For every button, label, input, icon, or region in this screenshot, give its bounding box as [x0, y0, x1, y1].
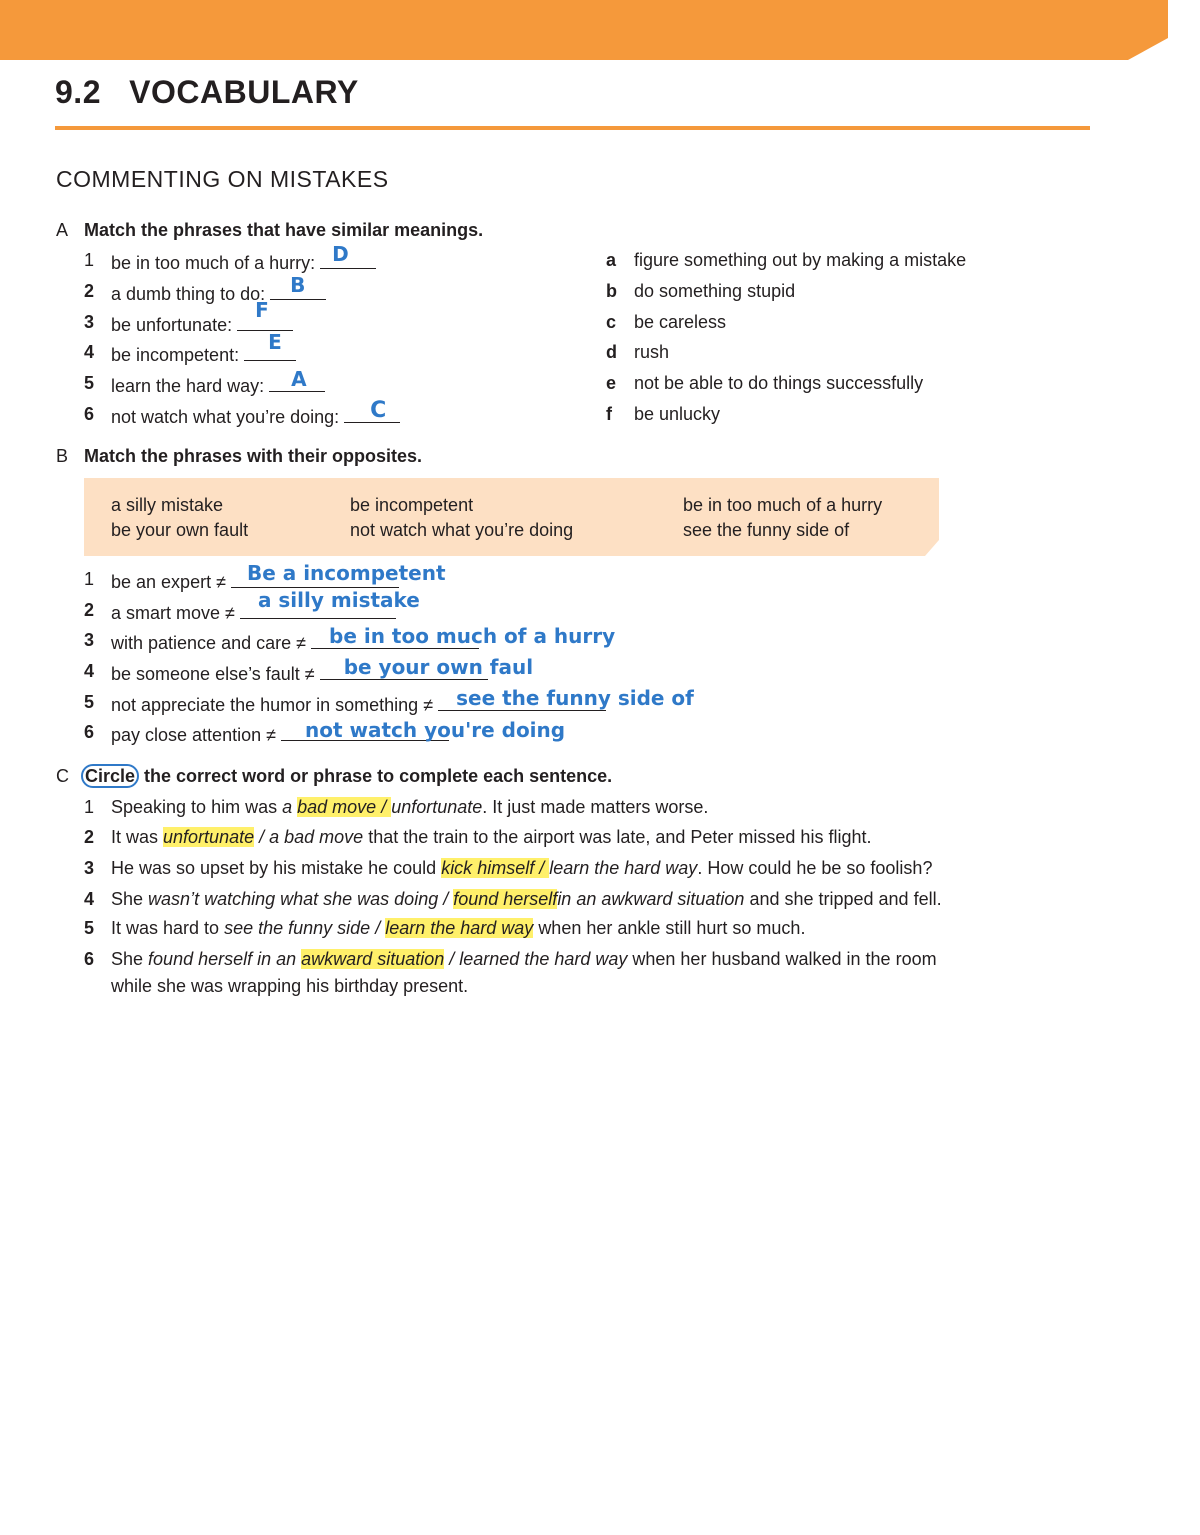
item-text: be someone else’s fault ≠ be your own faul	[111, 655, 534, 684]
word-box	[84, 478, 939, 556]
item-number: 6	[84, 722, 95, 742]
option-letter: a	[606, 250, 617, 270]
item-number: 2	[84, 281, 95, 301]
item-text: not appreciate the humor in something ≠ see the funny side of	[111, 686, 694, 715]
item-number: 5	[84, 373, 95, 393]
item-number: 3	[84, 858, 95, 878]
item-text: a smart move ≠ a silly mistake	[111, 588, 420, 623]
handwritten-answer: D	[332, 242, 349, 266]
option-text: figure something out by making a mistake	[634, 250, 967, 270]
item-text: be incompetent: E	[111, 342, 296, 366]
item-text: be in too much of a hurry: D	[111, 250, 376, 274]
section-name: VOCABULARY	[129, 74, 359, 110]
page-subtitle: COMMENTING ON MISTAKES	[56, 166, 389, 192]
exercise-b-item	[0, 588, 760, 624]
selected-option[interactable]: learn the hard way	[385, 918, 534, 938]
top-color-band	[0, 0, 1168, 60]
answer-blank[interactable]	[244, 330, 296, 361]
item-text: not watch what you’re doing: C	[111, 404, 400, 428]
option[interactable]: wasn’t watching what she was doing	[148, 889, 439, 909]
handwritten-answer: Be a incompetent	[246, 561, 446, 585]
handwritten-answer: not watch you're doing	[305, 718, 566, 742]
handwritten-answer: see the funny side of	[456, 686, 694, 710]
answer-blank[interactable]	[320, 242, 376, 269]
exercise-a-letter: A	[56, 220, 69, 240]
answer-blank[interactable]	[270, 273, 326, 300]
option-letter: c	[606, 312, 617, 332]
item-number: 1	[84, 250, 95, 270]
exercise-c-item	[0, 949, 1100, 1003]
exercise-a-item	[0, 398, 600, 428]
handwritten-answer: E	[268, 330, 282, 354]
exercise-a-item	[0, 367, 600, 397]
item-text: a dumb thing to do: B	[111, 281, 326, 305]
handwritten-answer: A	[291, 367, 307, 391]
handwritten-answer: F	[255, 298, 269, 322]
answer-blank[interactable]	[269, 367, 325, 392]
section-number: 9.2	[55, 74, 101, 110]
sentence: It was unfortunate / a bad move that the train to the airport was late, and Peter missed his flight.	[111, 827, 872, 847]
circled-word: Circle	[81, 764, 139, 788]
option[interactable]: see the funny side	[224, 918, 371, 938]
exercise-b-item	[0, 686, 760, 716]
sentence: She wasn’t watching what she was doing / found herselfin an awkward situation and she tripped and fell.	[111, 889, 942, 909]
selected-option[interactable]: unfortunate	[163, 827, 255, 847]
item-number: 3	[84, 312, 95, 332]
handwritten-answer: C	[370, 398, 387, 423]
option-text: rush	[634, 342, 670, 362]
item-text: learn the hard way: A	[111, 373, 325, 397]
exercise-b-item	[0, 624, 760, 654]
word-box-item: be incompetent	[350, 495, 474, 515]
option[interactable]: learn the hard way	[549, 858, 698, 878]
sentence: He was so upset by his mistake he could kick himself / learn the hard way. How could he be so foolish?	[111, 858, 933, 878]
top-band-corner-cut	[1128, 38, 1168, 60]
item-text: be unfortunate: F	[111, 312, 293, 336]
option-letter: e	[606, 373, 617, 393]
title-rule	[55, 126, 1090, 130]
word-box-item: see the funny side of	[683, 520, 850, 540]
exercise-a-instruction: Match the phrases that have similar meanings.	[84, 220, 484, 240]
selected-option[interactable]: awkward situation	[301, 949, 445, 969]
handwritten-answer: B	[290, 273, 306, 297]
sentence-continuation: while she was wrapping his birthday present.	[111, 976, 469, 996]
word-box-corner-cut	[925, 540, 939, 556]
exercise-a-item	[0, 273, 600, 305]
option[interactable]: unfortunate	[391, 797, 483, 817]
sentence: It was hard to see the funny side / learn the hard way when her ankle still hurt so much.	[111, 918, 806, 938]
exercise-b-instruction: Match the phrases with their opposites.	[84, 446, 423, 466]
exercise-c-item	[0, 858, 1100, 882]
item-text: be an expert ≠ Be a incompetent	[111, 561, 446, 592]
exercise-c-letter: C	[56, 766, 69, 786]
answer-blank[interactable]	[320, 655, 534, 680]
option-text: do something stupid	[634, 281, 796, 301]
sentence: She found herself in an awkward situation / learned the hard way when her husband walked in the room	[111, 949, 937, 969]
exercise-a-item	[0, 242, 600, 274]
word-box-item: be in too much of a hurry	[683, 495, 883, 515]
item-number: 5	[84, 692, 95, 712]
option-letter: f	[606, 404, 612, 424]
word-box-item: be your own fault	[111, 520, 249, 540]
item-number: 4	[84, 889, 95, 909]
answer-blank[interactable]	[438, 686, 694, 711]
option-text: be careless	[634, 312, 727, 332]
item-number: 6	[84, 949, 95, 969]
handwritten-answer: be in too much of a hurry	[329, 624, 616, 648]
item-text: with patience and care ≠ be in too much of a hurry	[111, 624, 616, 653]
item-number: 4	[84, 342, 95, 362]
exercise-b-letter: B	[56, 446, 69, 466]
item-number: 6	[84, 404, 95, 424]
exercise-a-item	[0, 330, 600, 366]
item-number: 5	[84, 918, 95, 938]
handwritten-answer: a silly mistake	[257, 588, 420, 612]
word-box-item: a silly mistake	[111, 495, 224, 515]
option[interactable]: learned the hard way	[459, 949, 628, 969]
option-text: be unlucky	[634, 404, 721, 424]
exercise-a-item	[0, 298, 600, 336]
selected-option[interactable]: found herself	[453, 889, 558, 909]
item-text: pay close attention ≠ not watch you're doing	[111, 718, 566, 745]
exercise-c-item	[0, 827, 1100, 851]
section-title	[55, 74, 359, 111]
exercise-c-item	[0, 918, 1100, 942]
option[interactable]: a bad move	[269, 827, 364, 847]
item-number: 2	[84, 827, 95, 847]
option-letter: b	[606, 281, 617, 301]
answer-blank[interactable]	[237, 298, 293, 331]
option-letter: d	[606, 342, 617, 362]
sentence: Speaking to him was a bad move / unfortunate. It just made matters worse.	[111, 797, 709, 817]
word-box-item: not watch what you’re doing	[350, 520, 574, 540]
answer-blank[interactable]	[344, 398, 400, 423]
handwritten-answer: be your own faul	[343, 655, 534, 679]
exercise-b-item	[0, 718, 760, 746]
exercise-c-item	[0, 889, 1100, 913]
option-text: not be able to do things successfully	[634, 373, 924, 393]
item-number: 4	[84, 661, 95, 681]
selected-option[interactable]: kick himself /	[441, 858, 550, 878]
item-number: 1	[84, 797, 95, 817]
selected-option[interactable]: bad move /	[297, 797, 392, 817]
exercise-c-item	[0, 797, 1100, 821]
exercise-c-instruction: Circle the correct word or phrase to complete each sentence.	[84, 764, 612, 788]
exercise-b-item	[0, 655, 760, 685]
item-number: 1	[84, 569, 95, 589]
item-number: 2	[84, 600, 95, 620]
item-number: 3	[84, 630, 95, 650]
